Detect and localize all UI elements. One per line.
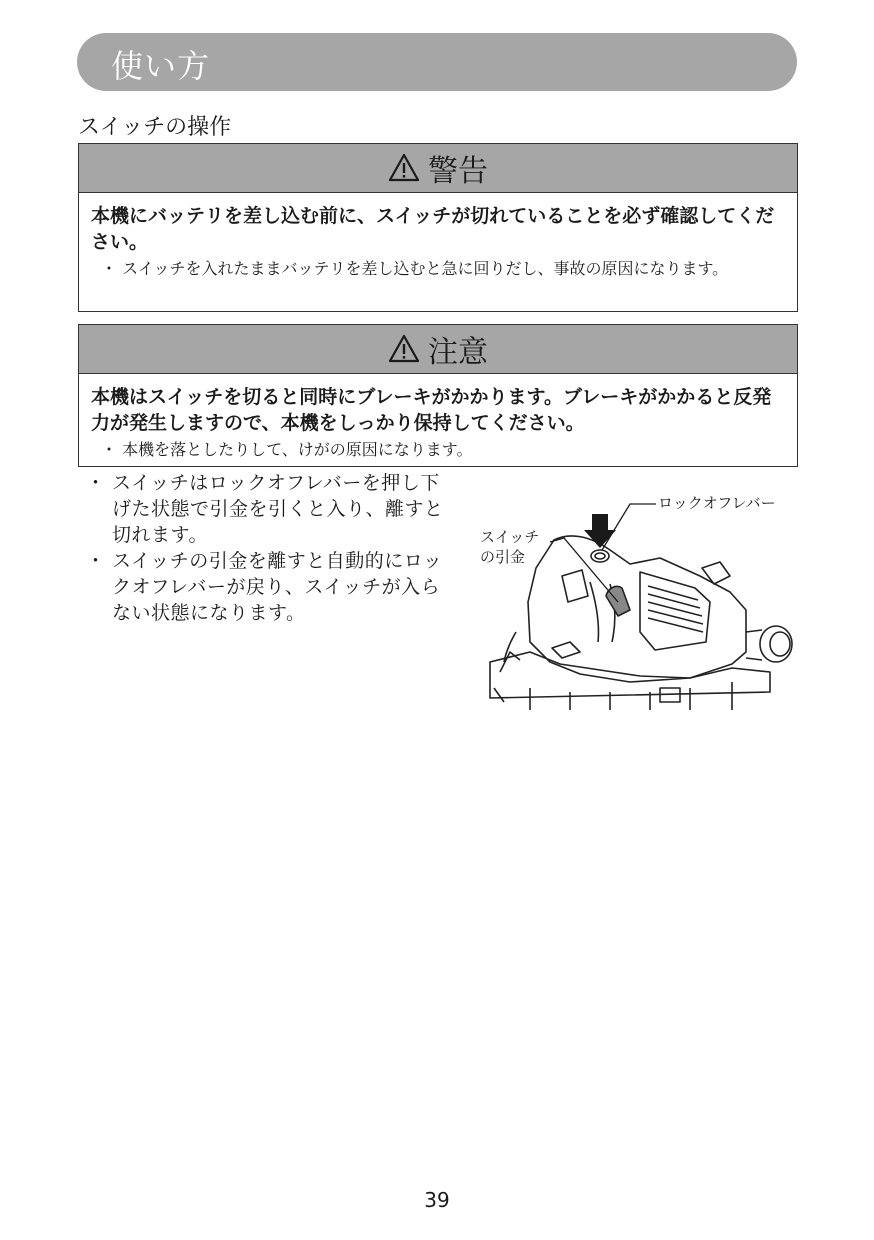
warning-main-text: 本機にバッテリを差し込む前に、スイッチが切れていることを必ず確認してください。 — [91, 205, 775, 253]
caution-main-text: 本機はスイッチを切ると同時にブレーキがかかります。ブレーキがかかると反発力が発生しますので、本機をしっかり保持してください。 — [91, 386, 772, 434]
lock-off-lever-label: ロックオフレバー — [658, 494, 776, 512]
circular-saw-illustration — [470, 492, 800, 712]
warning-box — [78, 143, 798, 312]
instruction-list — [86, 470, 458, 626]
caution-box — [78, 324, 798, 467]
warning-label: 警告 — [428, 154, 488, 189]
trigger-label-line1: スイッチ — [480, 528, 540, 546]
page-number: 39 — [424, 1188, 450, 1212]
warning-triangle-icon — [388, 334, 420, 364]
circular-saw-figure — [470, 492, 800, 712]
trigger-label-line2: の引金 — [480, 548, 526, 566]
list-item: ・ スイッチの引金を離すと自動的にロックオフレバーが戻り、スイッチが入らない状態になります。 — [86, 550, 443, 624]
warning-header — [79, 144, 797, 193]
warning-sub-text: ・ スイッチを入れたままバッテリを差し込むと急に回りだし、事故の原因になります。 — [101, 259, 729, 278]
list-item: ・ スイッチはロックオフレバーを押し下げた状態で引金を引くと入り、離すと切れます。 — [86, 472, 444, 546]
page-title: 使い方 — [111, 47, 211, 85]
header-bar — [77, 33, 797, 91]
caution-sub-text: ・ 本機を落としたりして、けがの原因になります。 — [101, 440, 473, 459]
warning-triangle-icon — [388, 153, 420, 183]
section-title: スイッチの操作 — [78, 115, 232, 140]
caution-header — [79, 325, 797, 374]
caution-label: 注意 — [428, 335, 488, 370]
